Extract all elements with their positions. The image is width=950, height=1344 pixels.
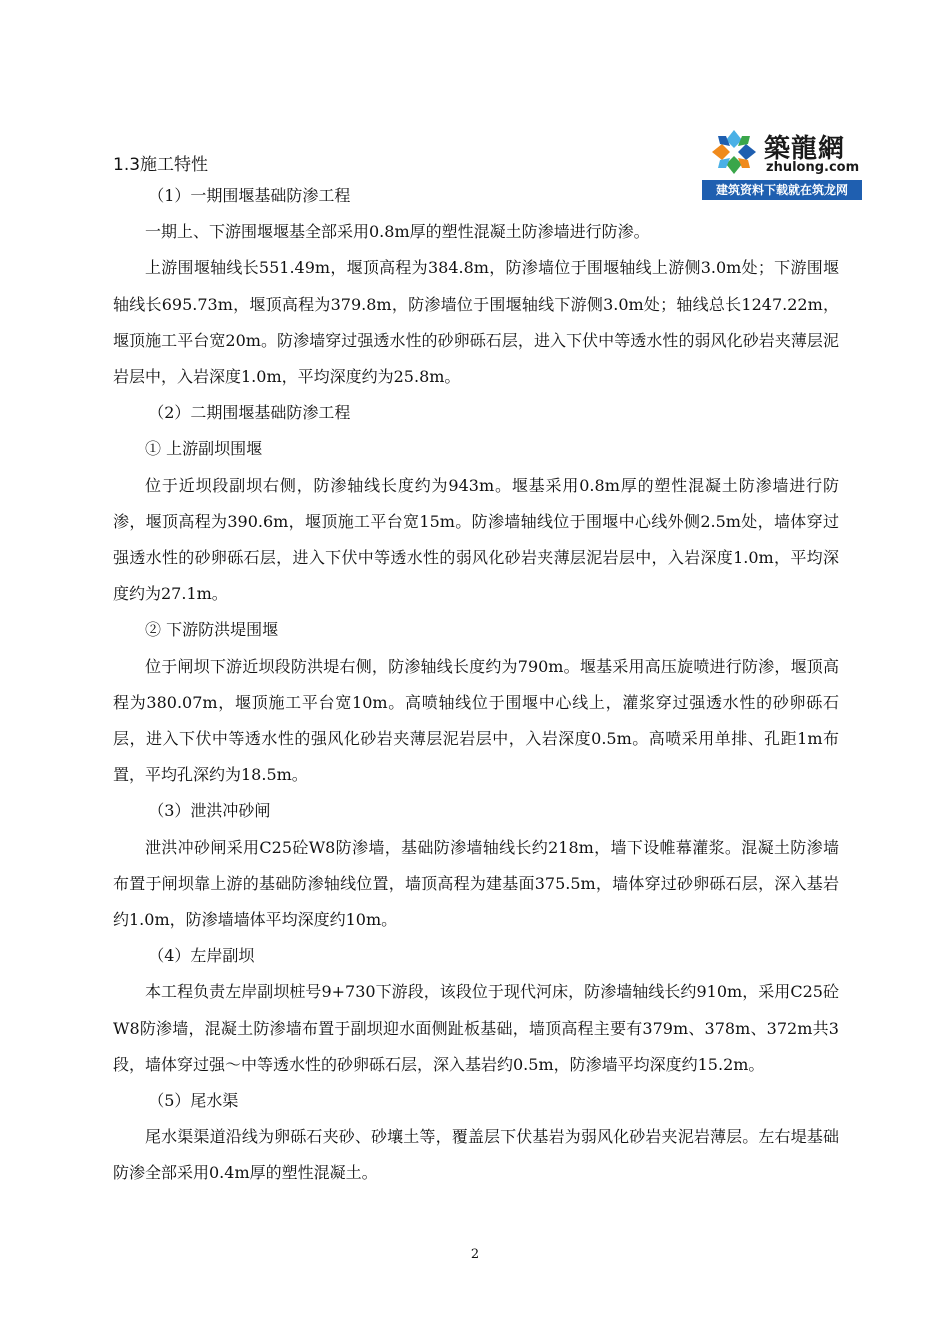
subsection-heading: （4）左岸副坝	[148, 946, 255, 966]
paragraph: 位于近坝段副坝右侧，防渗轴线长度约为943m。堰基采用0.8m厚的塑性混凝土防渗墙进行防渗，堰顶高程为390.6m，堰顶施工平台宽15m。防渗墙轴线位于围堰中心线外侧2.5m处，墙体穿过强透水性的砂卵砾石层，进入下伏中等透水性的弱风化砂岩夹薄层泥岩层中，入岩深度1.0m，平均深度约为27.1m。	[113, 475, 839, 604]
paragraph: 尾水渠渠道沿线为卵砾石夹砂、砂壤土等，覆盖层下伏基岩为弱风化砂岩夹泥岩薄层。左右堤基础防渗全部采用0.4m厚的塑性混凝土。	[113, 1127, 839, 1183]
body-text	[113, 178, 839, 1192]
paragraph: 泄洪冲砂闸采用C25砼W8防渗墙，基础防渗墙轴线长约218m，墙下设帷幕灌浆。混凝土防渗墙布置于闸坝靠上游的基础防渗轴线位置，墙顶高程为建基面375.5m，墙体穿过砂卵砾石层，深入基岩约1.0m，防渗墙墙体平均深度约10m。	[113, 837, 839, 930]
section-heading: 1.3施工特性	[113, 155, 209, 175]
paragraph: 一期上、下游围堰堰基全部采用0.8m厚的塑性混凝土防渗墙进行防渗。	[145, 222, 650, 242]
logo-slogan: 建筑资料下载就在筑龙网	[702, 180, 862, 200]
snowflake-icon	[708, 126, 760, 178]
subsection-heading: （1）一期围堰基础防渗工程	[148, 186, 351, 205]
logo-domain: zhulong.com	[766, 160, 860, 175]
paragraph: ② 下游防洪堤围堰	[145, 620, 279, 640]
subsection-heading: （5）尾水渠	[148, 1091, 239, 1111]
paragraph: ① 上游副坝围堰	[145, 439, 263, 459]
paragraph: 位于闸坝下游近坝段防洪堤右侧，防渗轴线长度约为790m。堰基采用高压旋喷进行防渗，堰顶高程为380.07m，堰顶施工平台宽10m。高喷轴线位于围堰中心线上，灌浆穿过强透水性的砂卵砾石层，进入下伏中等透水性的强风化砂岩夹薄层泥岩层中，入岩深度0.5m。高喷采用单排、孔距1m布置，平均孔深约为18.5m。	[113, 656, 839, 785]
subsection-heading: （2）二期围堰基础防渗工程	[148, 403, 351, 423]
subsection-heading: （3）泄洪冲砂闸	[148, 801, 271, 821]
logo-top	[702, 122, 862, 178]
page-number: 2	[470, 1247, 480, 1262]
logo-name: 築龍網	[764, 134, 846, 164]
paragraph: 上游围堰轴线长551.49m，堰顶高程为384.8m，防渗墙位于围堰轴线上游侧3.0m处；下游围堰轴线长695.73m，堰顶高程为379.8m，防渗墙位于围堰轴线下游侧3.0m处；轴线总长1247.22m，堰顶施工平台宽20m。防渗墙穿过强透水性的砂卵砾石层，进入下伏中等透水性的弱风化砂岩夹薄层泥岩层中，入岩深度1.0m，平均深度约为25.8m。	[113, 258, 839, 387]
paragraph: 本工程负责左岸副坝桩号9+730下游段，该段位于现代河床，防渗墙轴线长约910m，采用C25砼W8防渗墙，混凝土防渗墙布置于副坝迎水面侧趾板基础，墙顶高程主要有379m、378m、372m共3段，墙体穿过强～中等透水性的砂卵砾石层，深入基岩约0.5m，防渗墙平均深度约15.2m。	[113, 982, 839, 1074]
